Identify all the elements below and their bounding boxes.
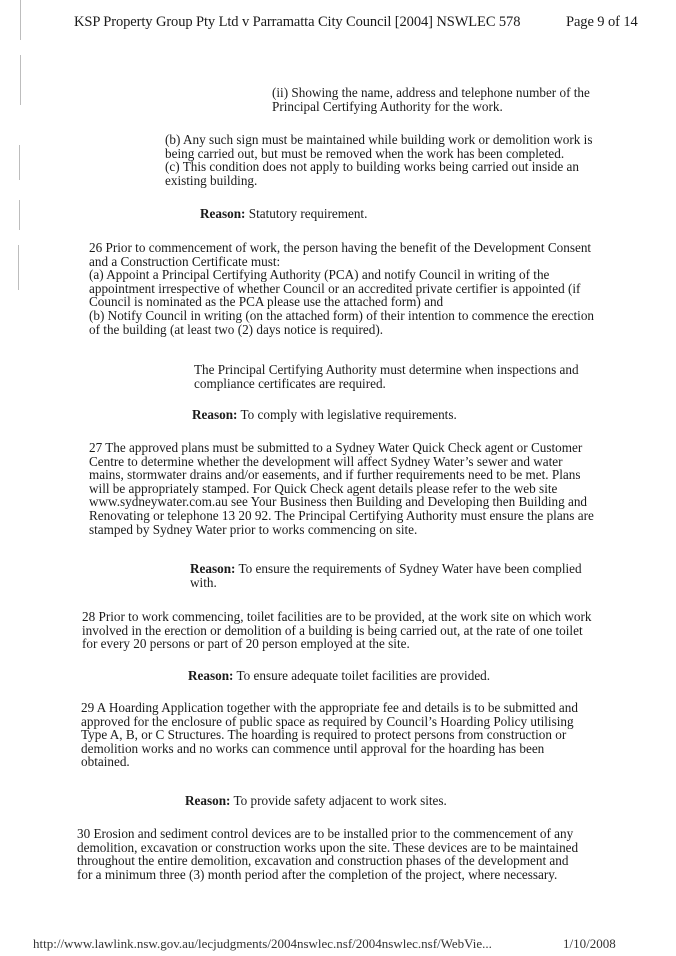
text-line: stamped by Sydney Water prior to works commencing on site. xyxy=(89,521,418,537)
reason-text: To provide safety adjacent to work sites. xyxy=(233,793,447,808)
text-line: will be appropriately stamped. For Quick Check agent details please refer to the web site xyxy=(89,480,558,496)
text-line: 29 A Hoarding Application together with the appropriate fee and details is to be submitted and xyxy=(81,700,578,715)
text-line: Council is nominated as the PCA please use the attached form) and xyxy=(89,294,444,310)
reason-text: with. xyxy=(190,574,217,590)
text-line: obtained. xyxy=(81,754,130,770)
reason-legislative xyxy=(192,408,457,422)
text-line: Centre to determine whether the development will affect Sydney Water’s sewer and water xyxy=(89,453,563,469)
reason-label: Reason: xyxy=(192,407,238,422)
reason-label: Reason: xyxy=(185,793,231,808)
text-line: demolition, excavation or construction works upon the site. These devices are to be maintained xyxy=(77,839,579,855)
text-line: for a minimum three (3) month period after the completion of the project, where necessary. xyxy=(77,866,558,882)
text-line: throughout the entire demolition, excavation and construction phases of the development and xyxy=(77,853,569,869)
text-line: 26 Prior to commencement of work, the person having the benefit of the Development Consent xyxy=(89,240,592,255)
text-line: Renovating or telephone 13 20 92. The Principal Certifying Authority must ensure the plans are xyxy=(89,507,594,523)
scan-margin-mark xyxy=(18,245,19,290)
text-line: Type A, B, or C Structures. The hoarding is required to protect persons from construction or xyxy=(81,727,567,743)
scan-margin-mark xyxy=(19,200,20,230)
reason-text: To ensure the requirements of Sydney Water have been complied xyxy=(238,561,582,576)
text-line: for every 20 persons or part of 20 person employed at the site. xyxy=(82,636,410,652)
condition-sign-ii xyxy=(272,86,590,113)
text-line: The Principal Certifying Authority must determine when inspections and xyxy=(194,362,579,377)
text-line: 28 Prior to work commencing, toilet facilities are to be provided, at the work site on which work xyxy=(82,609,592,624)
condition-28 xyxy=(82,610,591,651)
footer-url[interactable]: http://www.lawlink.nsw.gov.au/lecjudgments/2004nswlec.nsf/2004nswlec.nsf/WebVie... xyxy=(33,936,492,951)
text-line: (b) Any such sign must be maintained while building work or demolition work is xyxy=(165,132,593,147)
condition-29 xyxy=(81,701,578,769)
reason-label: Reason: xyxy=(190,561,236,576)
text-line: existing building. xyxy=(165,172,258,188)
text-line: Principal Certifying Authority for the work. xyxy=(272,98,503,114)
condition-26 xyxy=(89,241,594,336)
reason-text: To comply with legislative requirements. xyxy=(240,407,457,422)
reason-label: Reason: xyxy=(200,206,246,221)
condition-sign-b-c xyxy=(165,133,592,187)
text-line: (a) Appoint a Principal Certifying Authority (PCA) and notify Council in writing of the xyxy=(89,267,550,283)
condition-30 xyxy=(77,827,578,881)
text-line: being carried out, but must be removed when the work has been completed. xyxy=(165,145,565,161)
reason-text: Statutory requirement. xyxy=(248,206,368,221)
case-title: KSP Property Group Pty Ltd v Parramatta City Council [2004] NSWLEC 578 xyxy=(74,14,521,30)
text-line: 27 The approved plans must be submitted to a Sydney Water Quick Check agent or Customer xyxy=(89,440,583,455)
reason-statutory xyxy=(200,207,367,221)
text-line: 30 Erosion and sediment control devices are to be installed prior to the commencement of any xyxy=(77,826,574,841)
text-line: appointment irrespective of whether Council or an accredited private certifier is appointed (if xyxy=(89,280,581,296)
document-header xyxy=(0,0,676,40)
text-line: (ii) Showing the name, address and telephone number of the xyxy=(272,85,590,100)
reason-toilet xyxy=(188,669,490,683)
condition-26-note xyxy=(194,363,579,390)
reason-text: To ensure adequate toilet facilities are provided. xyxy=(236,668,491,683)
reason-safety xyxy=(185,794,447,808)
text-line: approved for the enclosure of public space as required by Council’s Hoarding Policy utilising xyxy=(81,713,574,729)
text-line: involved in the erection or demolition of a building is being carried out, at the rate of one toilet xyxy=(82,622,583,638)
text-line: and a Construction Certificate must: xyxy=(89,253,281,269)
scan-margin-mark xyxy=(19,145,20,180)
text-line: (b) Notify Council in writing (on the attached form) of their intention to commence the erection xyxy=(89,307,595,323)
text-line: mains, stormwater drains and/or easements, and if further requirements need to be met. Plans xyxy=(89,467,581,483)
footer-date: 1/10/2008 xyxy=(563,936,616,951)
text-line: compliance certificates are required. xyxy=(194,375,386,391)
text-line: www.sydneywater.com.au see Your Business then Building and Developing then Building and xyxy=(89,494,588,510)
page-number: Page 9 of 14 xyxy=(566,14,638,30)
text-line: (c) This condition does not apply to building works being carried out inside an xyxy=(165,159,579,175)
reason-label: Reason: xyxy=(188,668,234,683)
text-line: of the building (at least two (2) days notice is required). xyxy=(89,321,384,337)
reason-sydney-water xyxy=(190,562,582,589)
scan-margin-mark xyxy=(20,55,21,105)
text-line: demolition works and no works can commence until approval for the hoarding has been xyxy=(81,740,545,756)
condition-27 xyxy=(89,441,594,536)
